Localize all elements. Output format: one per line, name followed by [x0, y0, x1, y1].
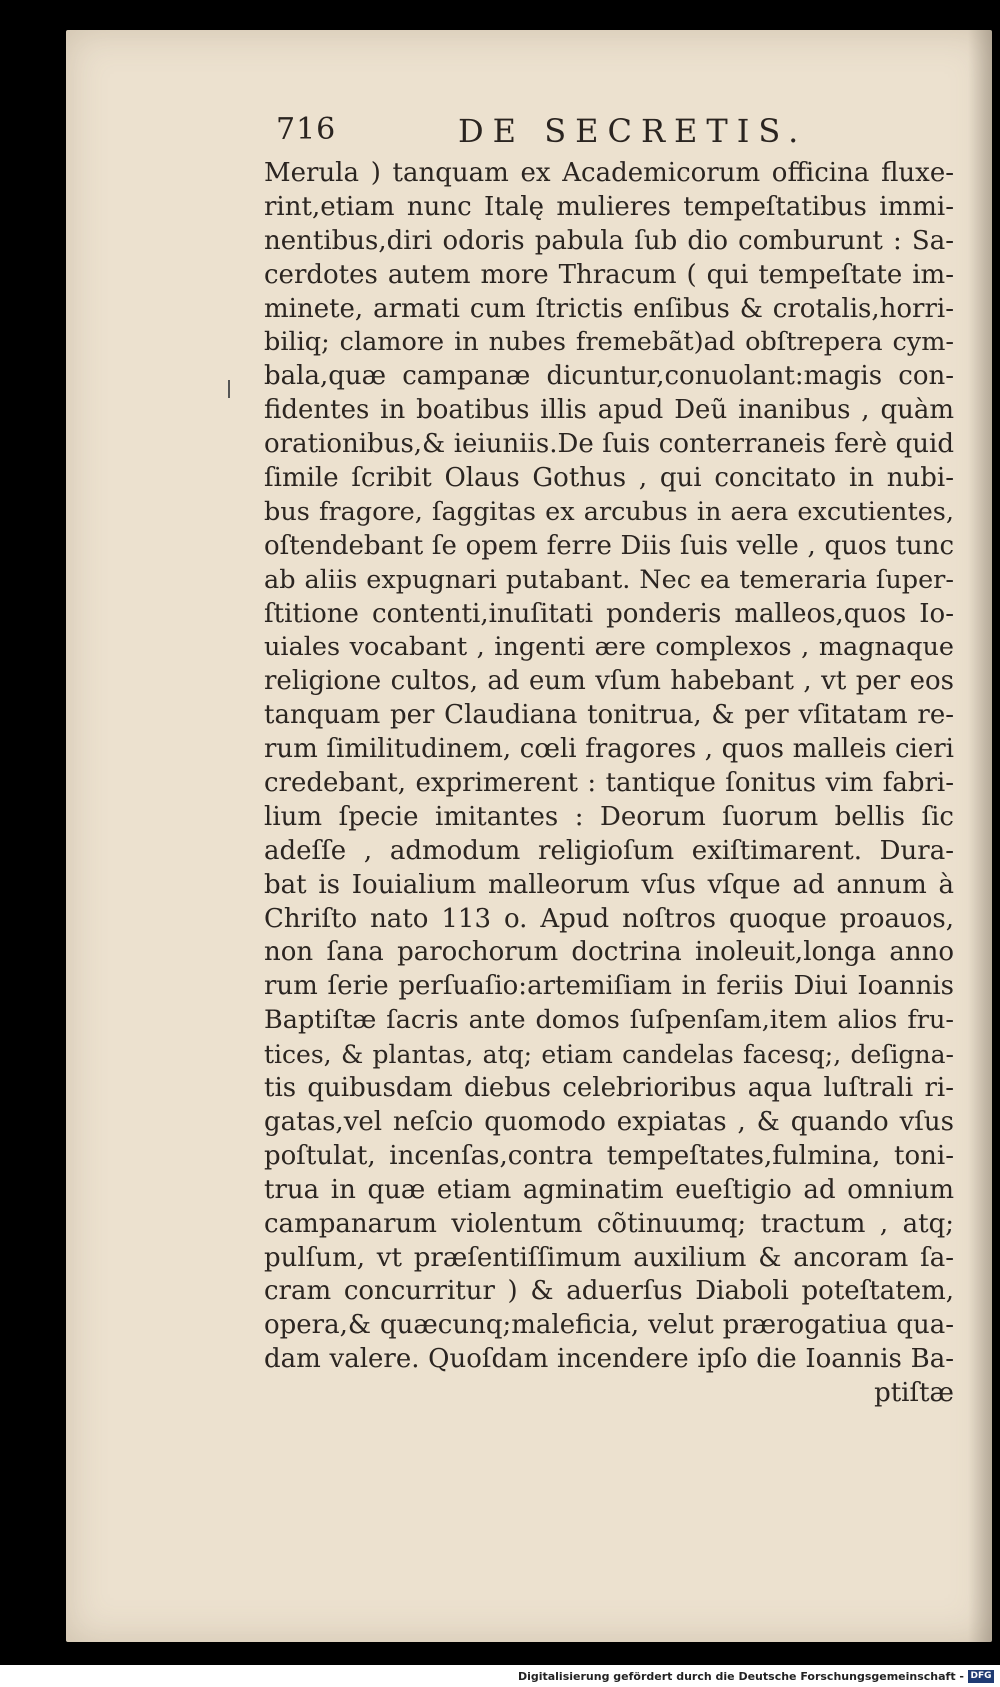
text-line: tices, & plantas, atq; etiam candelas facesq;, deſigna- — [264, 1040, 954, 1070]
text-line: rum ſerie perſuaſio:artemiſiam in feriis Diui Ioannis — [264, 971, 954, 1002]
text-line: oſtendebant ſe opem ferre Diis ſuis velle , quos tunc — [264, 530, 954, 561]
running-head — [276, 112, 816, 152]
text-line: adeſſe , admodum religioſum exiſtimarent. Dura- — [264, 835, 954, 866]
text-line: uiales vocabant , ingenti ære complexos , magnaque — [264, 632, 954, 663]
text-line: credebant, exprimerent : tantique ſonitus vim fabri- — [264, 768, 954, 799]
text-line: minete, armati cum ſtrictis enſibus & crotalis,horri- — [264, 293, 954, 324]
text-line: campanarum violentum cõtinuumq; tractum , atq; — [264, 1208, 954, 1239]
text-line: nentibus,diri odoris pabula ſub dio comburunt : Sa- — [264, 225, 954, 256]
dfg-logo: DFG — [968, 1670, 994, 1683]
body-text — [264, 157, 954, 1411]
running-title: DE SECRETIS. — [458, 112, 808, 150]
text-line: tis quibusdam diebus celebrioribus aqua luſtrali ri- — [264, 1073, 954, 1104]
text-line: rum ſimilitudinem, cœli fragores , quos malleis cieri — [264, 734, 954, 765]
text-line: Merula ) tanquam ex Academicorum officina fluxe- — [264, 158, 954, 188]
text-line: pulſum, vt præſentiſſimum auxilium & ancoram ſa- — [264, 1242, 954, 1273]
text-line: bat is Iouialium malleorum vſus vſque ad annum à — [264, 869, 954, 900]
page-number: 716 — [276, 112, 337, 147]
text-line: religione cultos, ad eum vſum habebant , vt per eos — [264, 666, 954, 697]
text-line: ab aliis expugnari putabant. Nec ea temeraria ſuper- — [264, 564, 954, 595]
text-line: poſtulat, incenſas,contra tempeſtates,fulmina, toni- — [264, 1140, 954, 1171]
text-line: ſtitione contenti,inuſitati ponderis malleos,quos Io- — [264, 598, 954, 629]
footer-bar — [0, 1665, 1000, 1687]
text-line: cram concurritur ) & aduerſus Diaboli poteſtatem, — [264, 1276, 954, 1307]
text-line: bala,quæ campanæ dicuntur,conuolant:magis con- — [264, 361, 954, 392]
text-line: Baptiſtæ ſacris ante domos ſuſpenſam,item alios fru- — [264, 1005, 954, 1036]
digitization-credit: Digitalisierung gefördert durch die Deutsche Forschungsgemeinschaft - — [517, 1670, 964, 1683]
text-line: cerdotes autem more Thracum ( qui tempeſtate im- — [264, 259, 954, 290]
text-line: rint,etiam nunc Italę mulieres tempeſtatibus immi- — [264, 191, 954, 222]
margin-mark — [228, 380, 230, 398]
text-line: non ſana parochorum doctrina inoleuit,longa anno — [264, 937, 954, 968]
text-line: Chriſto nato 113 o. Apud noſtros quoque proauos, — [264, 903, 954, 934]
text-line: fidentes in boatibus illis apud Deũ inanibus , quàm — [264, 395, 954, 426]
text-line: orationibus,& ieiuniis.De ſuis conterraneis ferè quid — [264, 429, 954, 460]
text-line: opera,& quæcunq;maleficia, velut prærogatiua qua- — [264, 1310, 954, 1341]
text-line: gatas,vel neſcio quomodo expiatas , & quando vſus — [264, 1106, 954, 1137]
text-line: tanquam per Claudiana tonitrua, & per vſitatam re- — [264, 700, 954, 731]
text-line: dam valere. Quoſdam incendere ipſo die Ioannis Ba- — [264, 1344, 954, 1375]
text-line: bus fragore, ſaggitas ex arcubus in aera excutientes, — [264, 496, 954, 527]
catchword: ptiſtæ — [874, 1378, 954, 1409]
text-line: ſimile ſcribit Olaus Gothus , qui concitato in nubi- — [264, 463, 954, 494]
text-line: lium ſpecie imitantes : Deorum ſuorum bellis ſic — [264, 801, 954, 832]
text-line: biliq; clamore in nubes fremebãt)ad obſtrepera cym- — [264, 327, 954, 358]
text-line: trua in quæ etiam agminatim eueſtigio ad omnium — [264, 1174, 954, 1205]
page-edge-shadow — [968, 30, 992, 1642]
